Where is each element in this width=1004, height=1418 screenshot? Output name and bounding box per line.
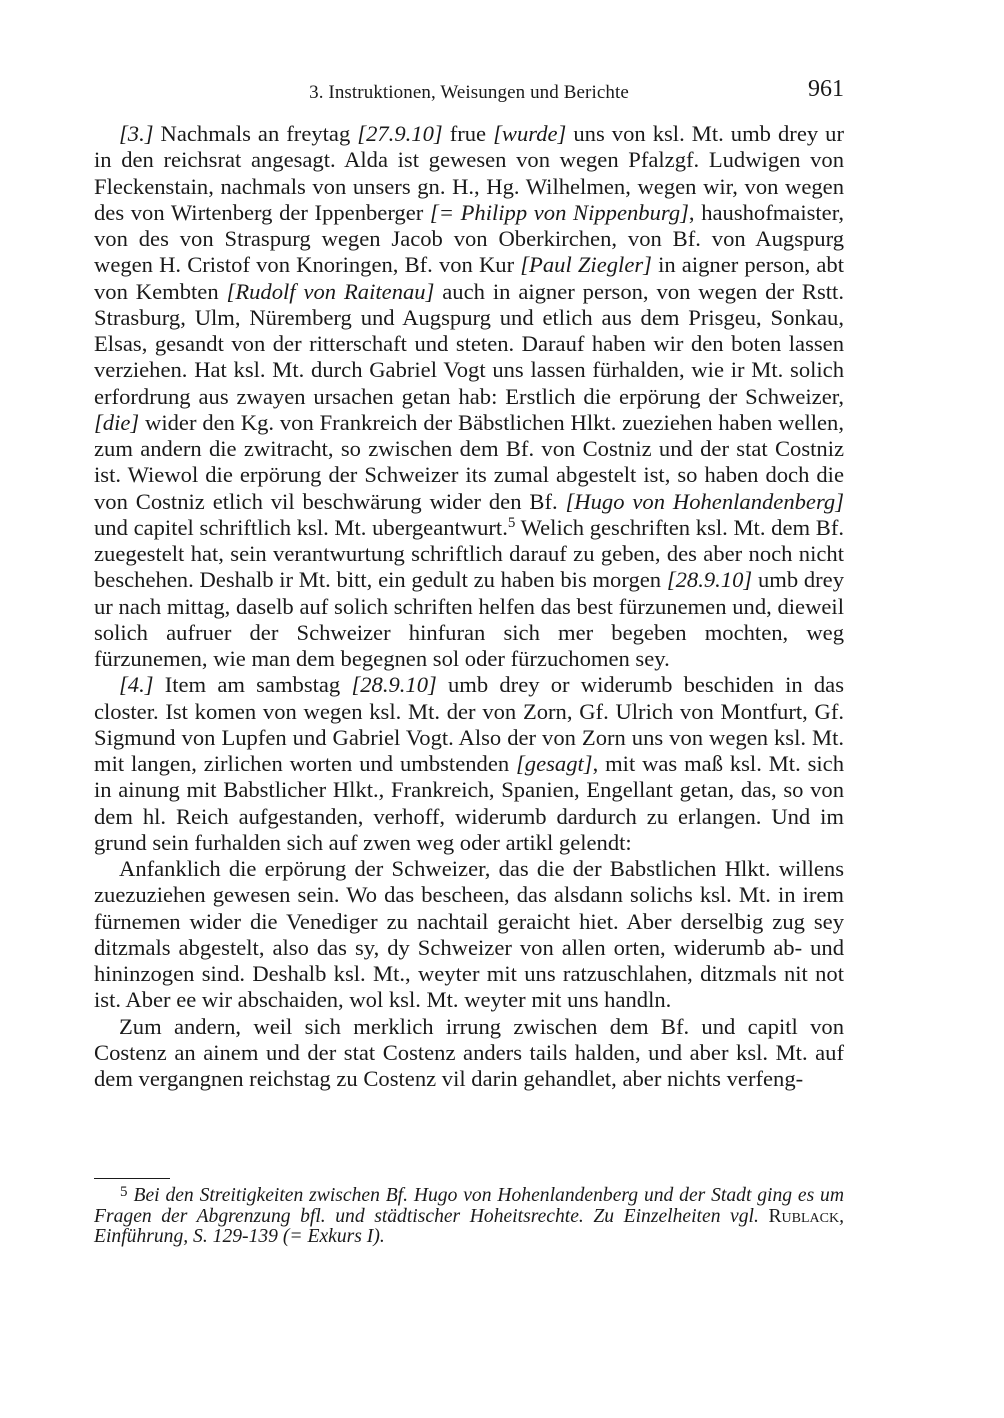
text-run: und capitel schriftlich ksl. Mt. ubergeantwurt. [94, 514, 508, 540]
text-run: uns von ksl. Mt. umb drey ur in den reichsrat angesagt. Alda ist gewesen von wegen Pfalzgf. Ludwigen von Fleckenstain, nachmals von unsers gn. H., Hg. Wilhelmen, wegen wir, von wegen des von Wirtenberg der Ippenberger [94, 121, 844, 225]
running-head [94, 76, 844, 108]
footnote-mark: 5 [120, 1184, 128, 1200]
editorial-insertion: [wurde] [493, 121, 567, 146]
text-run: in aigner person, abt von Kembten [94, 252, 845, 304]
text-run: umb drey or widerumb beschiden in das closter. Ist komen von wegen ksl. Mt. der von Zorn, Gf. Ulrich von Montfurt, Gf. Sigmund von Lupfen und Gabriel Vogt. Also der von Zorn uns von wegen ksl. Mt. mit langen, zirlichen worten und umbstenden [94, 672, 844, 776]
footnote-reference: 5 [507, 514, 516, 531]
editorial-insertion: [28.9.10] [351, 672, 437, 698]
text-run: Anfanklich die erpörung der Schweizer, das die der Babstlichen Hlkt. willens zuezuziehen gewesen sein. Wo das bescheen, das alsdann solichs ksl. Mt. in irem fürnemen wider die Venediger zu nachtail geraicht hiet. Aber derselbig zug sey ditzmals abgestelt, also das sy, dy Schweizer von allen orten, widerumb ab- und hininzogen sind. Deshalb ksl. Mt., weyter mit uns ratzuschlahen, ditzmals nit not ist. Aber ee wir abschaiden, wol ksl. Mt. weyter mit uns handln. [94, 856, 844, 1013]
paragraph-zum-andern [94, 1014, 844, 1093]
footnote-author: Rublack [768, 1205, 840, 1227]
footnote-text: Bei den Streitigkeiten zwischen Bf. Hugo von Hohenlandenberg und der Stadt ging es um Fragen der Abgrenzung bfl. und städtischer Hoheitsrechte. Zu Einzelheiten vgl. [94, 1185, 844, 1227]
editorial-insertion: [gesagt] [516, 751, 593, 776]
page-number: 961 [808, 76, 844, 102]
body-text [94, 121, 844, 1092]
paragraph-3 [94, 121, 844, 672]
text-run: Zum andern, weil sich merklich irrung zwischen dem Bf. und capitl von Costenz an ainem und der stat Costenz anders tails halden, und aber ksl. Mt. auf dem vergangnen reichstag zu Costenz vil darin gehandlet, aber nichts verfeng- [94, 1013, 844, 1091]
text-run: Item am sambstag [153, 672, 352, 698]
editorial-insertion: [Hugo von Hohenlandenberg] [565, 488, 844, 514]
paragraph-anfanklich [94, 856, 844, 1014]
footnote-text-tail: , Einführung, S. 129-139 (= Exkurs I). [94, 1205, 844, 1247]
text-run: , mit was maß ksl. Mt. sich in ainung mit Babstlicher Hlkt., Frankreich, Spanien, Engellant getan, das, so von dem hl. Reich aufgestanden, verhoff, widerumb dardurch zu erlangen. Und im grund sein furhalden sich auf zwen weg oder artikl gelendt: [94, 751, 844, 855]
text-run: , haushofmaister, von des von Straspurg wegen Jacob von Oberkirchen, von Bf. von Augspurg wegen H. Cristof von Knoringen, Bf. von Kur [94, 199, 844, 278]
editorial-insertion: [3.] [119, 121, 154, 146]
text-run: Nachmals an freytag [153, 121, 358, 146]
editorial-insertion: [27.9.10] [357, 121, 443, 146]
text-run: frue [442, 121, 494, 146]
editorial-insertion: [= Philipp von Nippenburg] [429, 199, 689, 225]
editorial-insertion: [Rudolf von Raitenau] [226, 278, 435, 304]
text-run: Welich geschriften ksl. Mt. dem Bf. zuegestelt hat, sein verantwurtung schriftlich darauf zu geben, des aber noch nicht beschehen. Deshalb ir Mt. bitt, ein gedult zu haben bis morgen [94, 514, 844, 593]
editorial-insertion: [Paul Ziegler] [520, 252, 652, 278]
text-run: umb drey ur nach mittag, daselb auf solich schriften helfen das best fürzunemen und, dieweil solich aufruer der Schweizer hinfuran sich mer begeben mochten, weg fürzunemen, wie man dem begegnen sol oder fürzuchomen sey. [94, 567, 844, 671]
paragraph-4 [94, 672, 844, 856]
editorial-insertion: [die] [94, 409, 140, 435]
editorial-insertion: [28.9.10] [666, 567, 753, 593]
editorial-insertion: [4.] [119, 672, 154, 698]
text-run: auch in aigner person, von wegen der Rstt. Strasburg, Ulm, Nüremberg und Augspurg und etlich aus dem Prisgeu, Sonkau, Elsas, gesandt von der ritterschaft und steten. Darauf haben wir den boten lassen verziehen. Hat ksl. Mt. durch Gabriel Vogt uns lassen fürhalden, wie ir Mt. solich erfordrung aus zwayen ursachen getan hab: Erstlich die erpörung der Schweizer, [94, 278, 844, 409]
footnote-rule [94, 1178, 170, 1179]
running-title: 3. Instruktionen, Weisungen und Berichte [309, 82, 629, 103]
footnote-5 [94, 1186, 844, 1248]
text-run: wider den Kg. von Frankreich der Bäbstlichen Hlkt. zueziehen haben wellen, zum andern die zwitracht, so zwischen dem Bf. von Costniz und der stat Costniz ist. Wiewol die erpörung der Schweizer its zumal abgestelt ist, so haben doch die von Costniz etlich vil beschwärung wider den Bf. [94, 409, 844, 514]
